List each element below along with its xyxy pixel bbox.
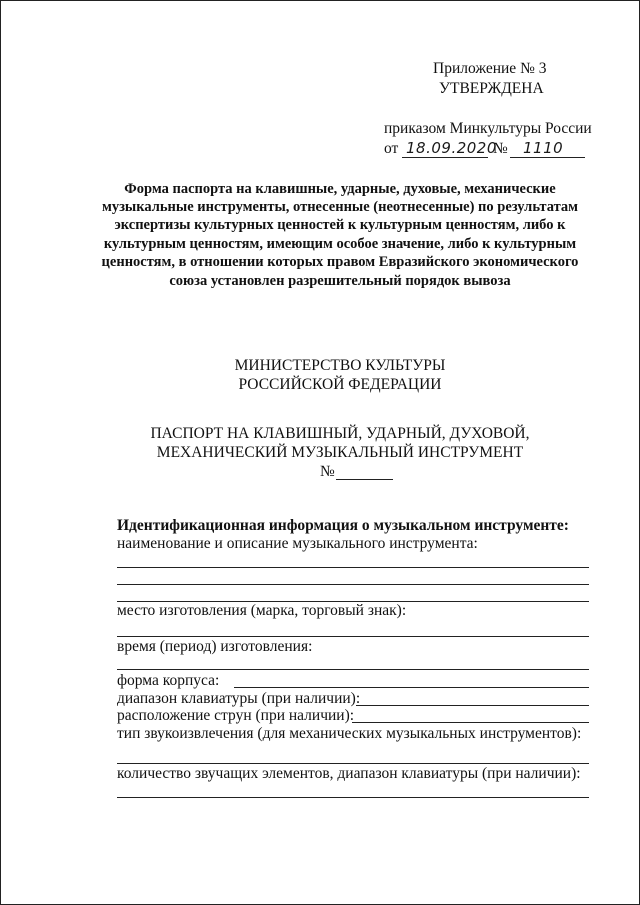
number-underline (510, 157, 585, 158)
form-title-line-2: музыкальные инструменты, отнесенные (неотнесенные) по результатам (101, 199, 579, 215)
passport-number-line[interactable] (336, 479, 393, 480)
date-underline (402, 157, 488, 158)
field-body-shape-label: форма корпуса: (117, 672, 220, 689)
number-label: № (493, 140, 508, 157)
field-body-shape-line[interactable] (234, 687, 589, 688)
order-line: приказом Минкультуры России (384, 120, 592, 137)
field-strings-label: расположение струн (при наличии): (117, 707, 355, 724)
field-sounding-label: количество звучащих элементов, диапазон клавиатуры (при наличии): (117, 765, 581, 782)
field-name-line-1[interactable] (117, 567, 589, 568)
field-strings-line[interactable] (352, 722, 589, 723)
approved-label: УТВЕРЖДЕНА (439, 80, 544, 97)
form-title-line-6: союза установлен разрешительный порядок вывоза (169, 273, 511, 289)
passport-title-line-2: МЕХАНИЧЕСКИЙ МУЗЫКАЛЬНЫЙ ИНСТРУМЕНТ (156, 444, 524, 461)
appendix-label: Приложение № 3 (433, 60, 547, 77)
field-place-label: место изготовления (марка, торговый знак): (117, 602, 407, 619)
form-title-line-1: Форма паспорта на клавишные, ударные, духовые, механические (124, 181, 556, 197)
field-sound-type-label: тип звукоизвлечения (для механических музыкальных инструментов): (117, 725, 582, 742)
field-place-line[interactable] (117, 636, 589, 637)
handwritten-date: 18.09.2020 (406, 139, 497, 157)
field-time-label: время (период) изготовления: (117, 638, 313, 655)
passport-number-label: № (320, 463, 335, 480)
passport-title-line-1: ПАСПОРТ НА КЛАВИШНЫЙ, УДАРНЫЙ, ДУХОВОЙ, (150, 425, 530, 442)
form-title-line-3: экспертизы культурных ценностей к культурным ценностям, либо к (114, 217, 566, 233)
field-time-line[interactable] (117, 669, 589, 670)
form-title-line-4: культурным ценностям, имеющим особое значение, либо к культурным (103, 236, 577, 252)
from-label: от (384, 140, 399, 157)
field-keyboard-label: диапазон клавиатуры (при наличии): (117, 690, 361, 707)
form-title-line-5: ценностям, в отношении которых правом Евразийского экономического (101, 254, 579, 270)
ministry-line-2: РОССИЙСКОЙ ФЕДЕРАЦИИ (238, 376, 442, 393)
field-sounding-line[interactable] (117, 797, 589, 798)
field-name-line-2[interactable] (117, 584, 589, 585)
field-name-label: наименование и описание музыкального инструмента: (117, 535, 478, 552)
field-sound-type-line[interactable] (117, 763, 589, 764)
field-keyboard-line[interactable] (356, 705, 589, 706)
ministry-line-1: МИНИСТЕРСТВО КУЛЬТУРЫ (234, 357, 446, 374)
handwritten-number: 1110 (523, 139, 564, 157)
ident-heading: Идентификационная информация о музыкальном инструменте: (117, 517, 569, 534)
